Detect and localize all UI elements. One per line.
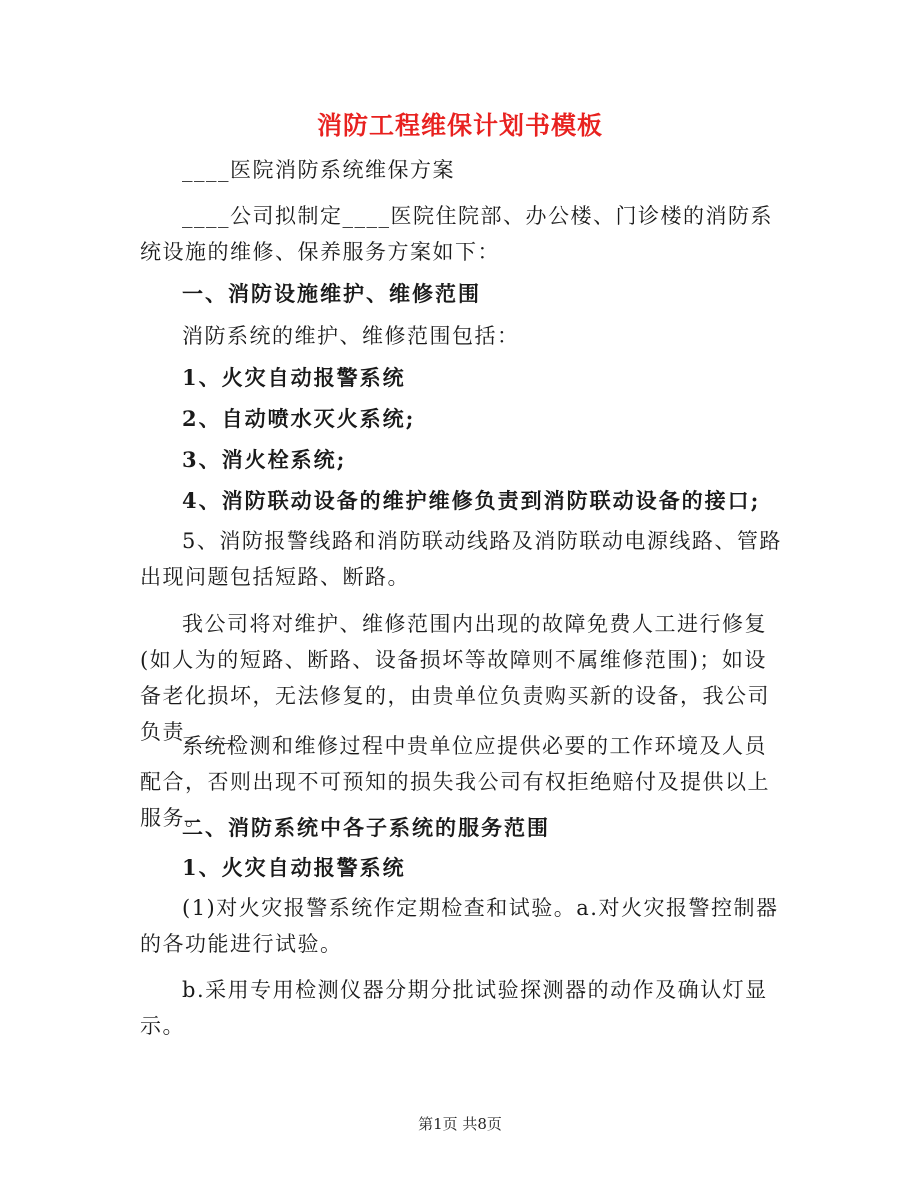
- document-title: 消防工程维保计划书模板: [316, 111, 603, 140]
- subsection-heading-1: 1、火灾自动报警系统: [182, 855, 406, 880]
- paragraph-inspection-b: b.采用专用检测仪器分期分批试验探测器的动作及确认灯显示。: [140, 978, 768, 1038]
- paragraph-inspection-1: (1)对火灾报警系统作定期检查和试验。a.对火灾报警控制器的各功能进行试验。: [140, 896, 779, 956]
- list-item-4: 4、消防联动设备的维护维修负责到消防联动设备的接口;: [182, 488, 761, 513]
- list-item-2: 2、自动喷水灭火系统;: [182, 406, 416, 431]
- paragraph-intro: ____公司拟制定____医院住院部、办公楼、门诊楼的消防系统设施的维修、保养服务方案如下：: [140, 204, 773, 264]
- page-number: 第1页 共8页: [418, 1115, 502, 1133]
- list-item-5: 5、消防报警线路和消防联动线路及消防联动电源线路、管路出现问题包括短路、断路。: [140, 529, 782, 589]
- list-item-1: 1、火灾自动报警系统: [182, 365, 406, 390]
- paragraph-repair-policy: 我公司将对维护、维修范围内出现的故障免费人工进行修复(如人为的短路、断路、设备损坏等故障则不属维修范围)；如设备老化损坏，无法修复的，由贵单位负责购买新的设备，我公司负责____。: [140, 612, 770, 744]
- section-heading-2: 二、消防系统中各子系统的服务范围: [182, 815, 550, 840]
- paragraph-scope-intro: 消防系统的维护、维修范围包括：: [182, 324, 520, 348]
- paragraph-cooperation: 系统检测和维修过程中贵单位应提供必要的工作环境及人员配合，否则出现不可预知的损失我公司有权拒绝赔付及提供以上服务。: [140, 734, 770, 830]
- paragraph-plan-name: ____医院消防系统维保方案: [182, 158, 455, 182]
- list-item-3: 3、消火栓系统;: [182, 447, 347, 472]
- section-heading-1: 一、消防设施维护、维修范围: [182, 281, 481, 306]
